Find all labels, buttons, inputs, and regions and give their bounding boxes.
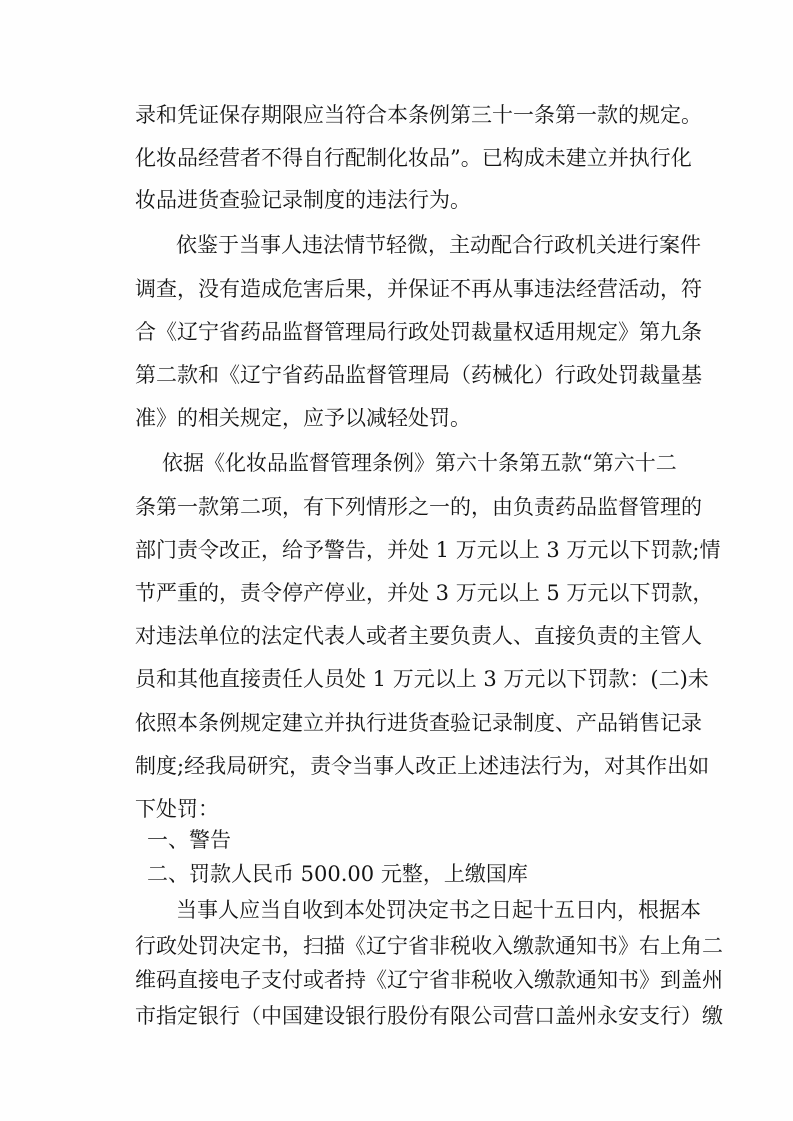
text-line: 妆品进货查验记录制度的违法行为。 bbox=[135, 188, 471, 212]
text-line: 节严重的，责令停产停业，并处 3 万元以上 5 万元以下罚款， bbox=[135, 581, 714, 605]
text-line: 合《辽宁省药品监督管理局行政处罚裁量权适用规定》第九条 bbox=[135, 320, 702, 344]
text-line: 第二款和《辽宁省药品监督管理局（药械化）行政处罚裁量基 bbox=[135, 363, 702, 387]
text-line: 行政处罚决定书，扫描《辽宁省非税收入缴款通知书》右上角二 bbox=[135, 934, 723, 958]
text-line: 依鉴于当事人违法情节轻微，主动配合行政机关进行案件 bbox=[176, 233, 701, 257]
text-line: 调查，没有造成危害后果，并保证不再从事违法经营活动，符 bbox=[135, 277, 702, 301]
text-line: 市指定银行（中国建设银行股份有限公司营口盖州永安支行）缴 bbox=[135, 1004, 723, 1028]
text-line: 化妆品经营者不得自行配制化妆品”。已构成未建立并执行化 bbox=[135, 146, 692, 170]
text-line: 制度;经我局研究，责令当事人改正上述违法行为，对其作出如 bbox=[135, 754, 710, 778]
text-line: 对违法单位的法定代表人或者主要负责人、直接负责的主管人 bbox=[135, 624, 702, 648]
text-line: 准》的相关规定，应予以减轻处罚。 bbox=[135, 406, 471, 430]
text-line: 当事人应当自收到本处罚决定书之日起十五日内，根据本 bbox=[176, 898, 701, 922]
text-line: 二、罚款人民币 500.00 元整，上缴国库 bbox=[147, 862, 528, 886]
text-line: 一、警告 bbox=[147, 828, 231, 852]
text-line: 下处罚： bbox=[135, 797, 219, 821]
text-line: 录和凭证保存期限应当符合本条例第三十一条第一款的规定。 bbox=[135, 103, 702, 127]
text-line: 员和其他直接责任人员处 1 万元以上 3 万元以下罚款：(二)未 bbox=[135, 667, 709, 691]
text-line: 依据《化妆品监督管理条例》第六十条第五款“第六十二 bbox=[162, 451, 677, 475]
text-line: 依照本条例规定建立并执行进货查验记录制度、产品销售记录 bbox=[135, 711, 702, 735]
text-line: 条第一款第二项，有下列情形之一的，由负责药品监督管理的 bbox=[135, 495, 702, 519]
text-line: 部门责令改正，给予警告，并处 1 万元以上 3 万元以下罚款;情 bbox=[135, 538, 721, 562]
text-line: 维码直接电子支付或者持《辽宁省非税收入缴款通知书》到盖州 bbox=[135, 968, 723, 992]
